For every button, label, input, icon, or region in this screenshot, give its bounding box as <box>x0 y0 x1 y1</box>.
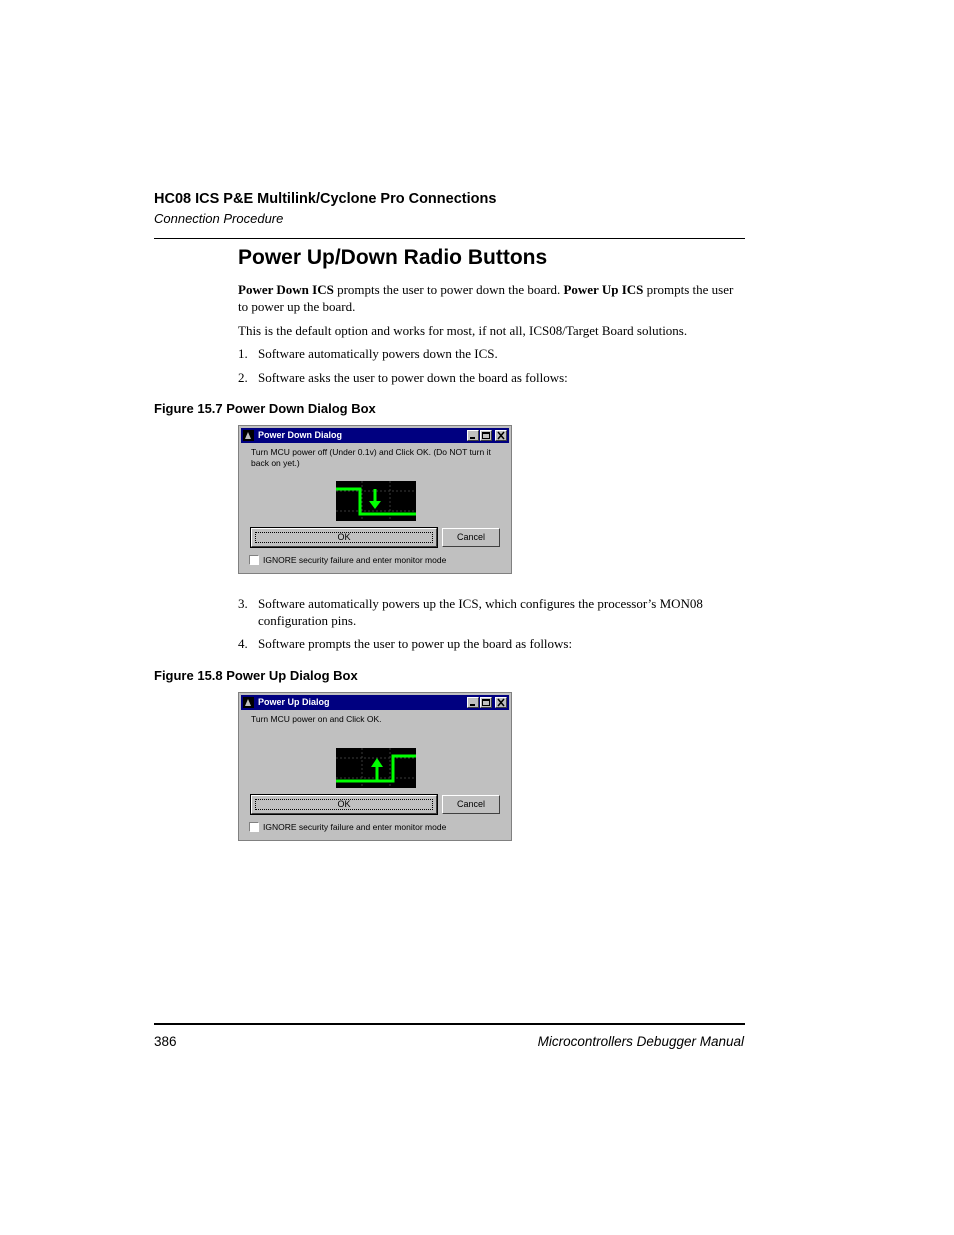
cancel-button[interactable] <box>442 528 500 547</box>
close-icon <box>496 698 506 707</box>
close-button[interactable] <box>495 430 507 441</box>
dialog-titlebar[interactable] <box>241 428 509 443</box>
list-item <box>238 595 744 629</box>
power-down-ics-term: Power Down ICS <box>238 282 334 297</box>
close-icon <box>496 431 506 440</box>
section-title: Power Up/Down Radio Buttons <box>238 246 548 269</box>
list-item-text: Software prompts the user to power up the board as follows: <box>258 636 573 651</box>
page-number: 386 <box>154 1034 177 1049</box>
maximize-button[interactable] <box>480 697 492 708</box>
maximize-icon <box>481 431 491 440</box>
power-down-waveform-icon <box>336 481 416 521</box>
list-item <box>238 635 744 652</box>
ok-button-label: OK <box>337 799 351 809</box>
minimize-button[interactable] <box>467 430 479 441</box>
cancel-button-label: Cancel <box>456 532 485 542</box>
list-item <box>238 345 744 362</box>
list-item-number: 3. <box>238 596 248 611</box>
ok-button-label: OK <box>337 532 351 542</box>
cancel-button-label: Cancel <box>456 799 485 809</box>
power-up-ics-term: Power Up ICS <box>563 282 644 297</box>
header-rule <box>154 238 745 239</box>
ok-button[interactable] <box>251 795 437 814</box>
dialog-prompt: Turn MCU power on and Click OK. <box>251 714 382 724</box>
checkbox-label: IGNORE security failure and enter monitor mode <box>263 822 447 832</box>
list-item-text: Software automatically powers down the ICS. <box>258 346 498 361</box>
manual-title: Microcontrollers Debugger Manual <box>537 1034 744 1049</box>
minimize-icon <box>468 431 478 440</box>
footer-rule <box>154 1023 745 1025</box>
para1-text-2: prompts the user to power up the board. <box>238 282 734 314</box>
paragraph-default-option: This is the default option and works for most, if not all, ICS08/Target Board solutions. <box>238 323 688 338</box>
maximize-icon <box>481 698 491 707</box>
list-item-number: 1. <box>238 346 248 361</box>
dialog-titlebar[interactable] <box>241 695 509 710</box>
app-icon <box>243 697 254 708</box>
minimize-button[interactable] <box>467 697 479 708</box>
dialog-prompt: Turn MCU power off (Under 0.1v) and Click OK. (Do NOT turn it back on yet.) <box>251 447 491 468</box>
app-icon <box>243 430 254 441</box>
minimize-icon <box>468 698 478 707</box>
dialog-title: Power Down Dialog <box>258 430 343 440</box>
checkbox-label: IGNORE security failure and enter monitor mode <box>263 555 447 565</box>
checkbox-icon[interactable] <box>249 822 259 832</box>
checkbox-icon[interactable] <box>249 555 259 565</box>
list-item-number: 2. <box>238 370 248 385</box>
list-item-number: 4. <box>238 636 248 651</box>
close-button[interactable] <box>495 697 507 708</box>
list-item-text: Software automatically powers up the ICS, which configures the processor’s MON08 configuration pins. <box>258 596 703 628</box>
power-up-dialog <box>238 692 512 841</box>
list-item <box>238 369 744 386</box>
power-up-waveform-icon <box>336 748 416 788</box>
running-header-title: HC08 ICS P&E Multilink/Cyclone Pro Connections <box>154 191 497 207</box>
power-down-dialog <box>238 425 512 574</box>
figure-caption: Figure 15.8 Power Up Dialog Box <box>154 668 358 683</box>
ok-button[interactable] <box>251 528 437 547</box>
maximize-button[interactable] <box>480 430 492 441</box>
dialog-title: Power Up Dialog <box>258 697 330 707</box>
running-header-subtitle: Connection Procedure <box>154 211 284 226</box>
figure-caption: Figure 15.7 Power Down Dialog Box <box>154 401 376 416</box>
paragraph-power-options <box>238 281 744 315</box>
cancel-button[interactable] <box>442 795 500 814</box>
list-item-text: Software asks the user to power down the board as follows: <box>258 370 568 385</box>
para1-text-1: prompts the user to power down the board. <box>333 282 564 297</box>
